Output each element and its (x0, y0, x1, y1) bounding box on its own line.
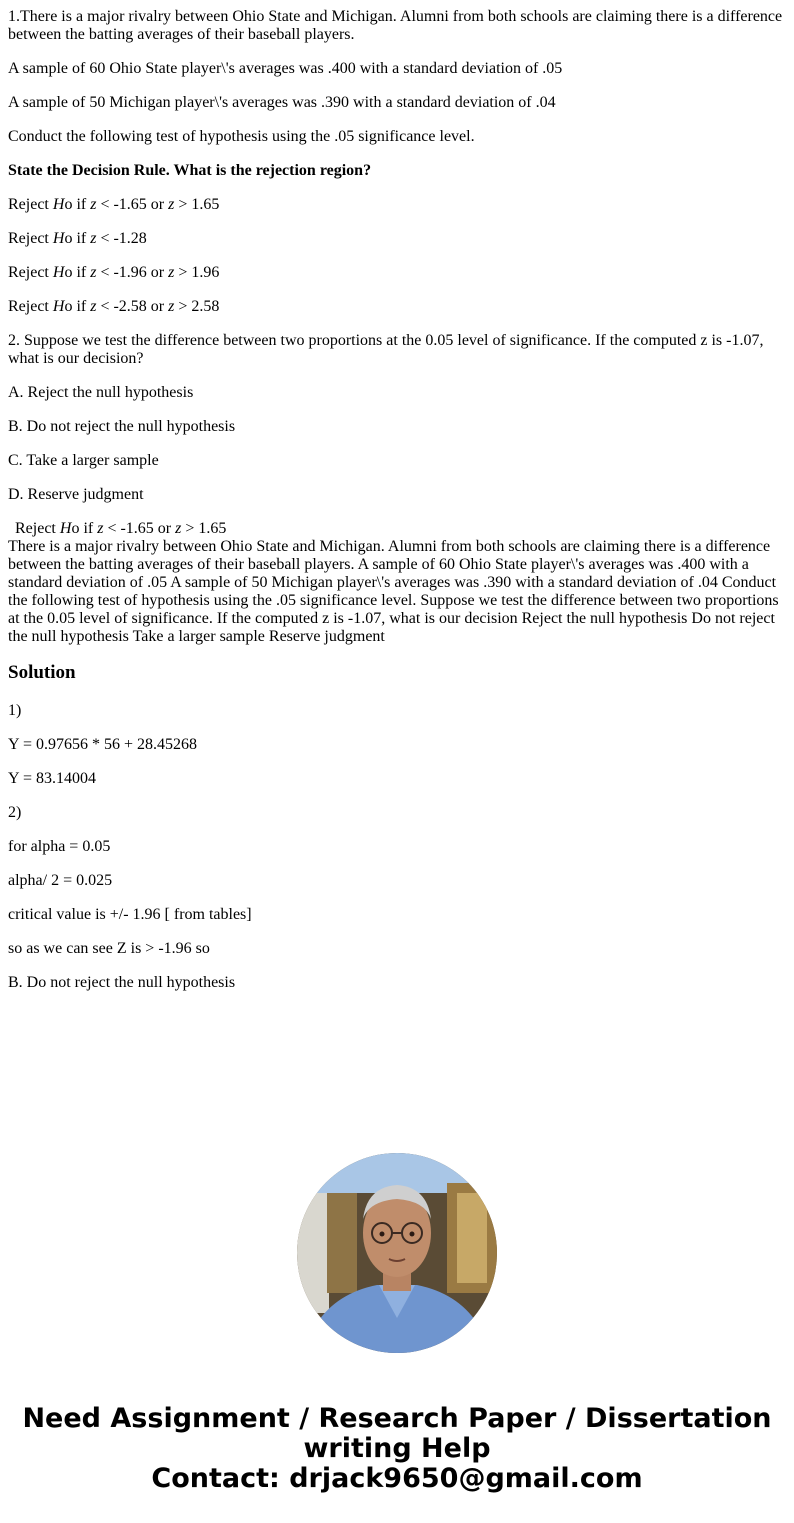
q1-option-2: Reject Ho if z < -1.28 (8, 230, 147, 247)
footer-banner (0, 1404, 794, 1494)
solution-line: so as we can see Z is > -1.96 so (8, 940, 210, 957)
footer-line-2: writing Help (303, 1433, 491, 1464)
solution-line: for alpha = 0.05 (8, 838, 111, 855)
solution-line: 1) (8, 702, 22, 719)
q1-option-4: Reject Ho if z < -2.58 or z > 2.58 (8, 298, 220, 315)
q2-option-c: C. Take a larger sample (8, 452, 159, 469)
solution-line: Y = 0.97656 * 56 + 28.45268 (8, 736, 198, 753)
question-1-sample-michigan: A sample of 50 Michigan player\'s averages was .390 with a standard deviation of .04 (8, 94, 556, 111)
author-portrait-image (297, 1153, 497, 1353)
question-2-prompt: 2. Suppose we test the difference between two proportions at the 0.05 level of significance. If the computed z is -1.07, what is our decision? (8, 332, 764, 367)
author-avatar (297, 1153, 497, 1353)
question-1-sample-ohio: A sample of 60 Ohio State player\'s averages was .400 with a standard deviation of .05 (8, 60, 563, 77)
question-1-instruction: Conduct the following test of hypothesis using the .05 significance level. (8, 128, 475, 145)
solution-line: alpha/ 2 = 0.025 (8, 872, 113, 889)
solution-line: 2) (8, 804, 22, 821)
q1-option-3: Reject Ho if z < -1.96 or z > 1.96 (8, 264, 220, 281)
solution-heading: Solution (8, 662, 76, 683)
repeated-decision-rule: Reject Ho if z < -1.65 or z > 1.65 (15, 520, 227, 537)
solution-line: B. Do not reject the null hypothesis (8, 974, 236, 991)
question-1-prompt (8, 162, 786, 180)
question-summary: There is a major rivalry between Ohio State and Michigan. Alumni from both schools are claiming there is a difference between the batting averages of their baseball players. A sample of 60 Ohio State player\'s averages was .400 with a standard deviation of .05 A sample of 50 Michigan player\'s averages was .390 with a standard deviation of .04 Conduct the following test of hypothesis using the .05 significance level. Suppose we test the difference between two proportions at the 0.05 level of significance. If the computed z is -1.07, what is our decision Reject the null hypothesis Do not reject the null hypothesis Take a larger sample Reserve judgment (8, 538, 779, 645)
question-1-prompt-text: State the Decision Rule. What is the rejection region? (8, 162, 372, 179)
q2-option-d: D. Reserve judgment (8, 486, 144, 503)
q2-option-b: B. Do not reject the null hypothesis (8, 418, 236, 435)
q2-option-a: A. Reject the null hypothesis (8, 384, 194, 401)
footer-contact: Contact: drjack9650@gmail.com (151, 1463, 643, 1494)
question-1-intro: 1.There is a major rivalry between Ohio State and Michigan. Alumni from both schools are claiming there is a difference between the batting averages of their baseball players. (8, 8, 783, 43)
solution-line: Y = 83.14004 (8, 770, 96, 787)
q1-option-1: Reject Ho if z < -1.65 or z > 1.65 (8, 196, 220, 213)
solution-line: critical value is +/- 1.96 [ from tables] (8, 906, 252, 923)
footer-line-1: Need Assignment / Research Paper / Dissertation (22, 1403, 772, 1434)
